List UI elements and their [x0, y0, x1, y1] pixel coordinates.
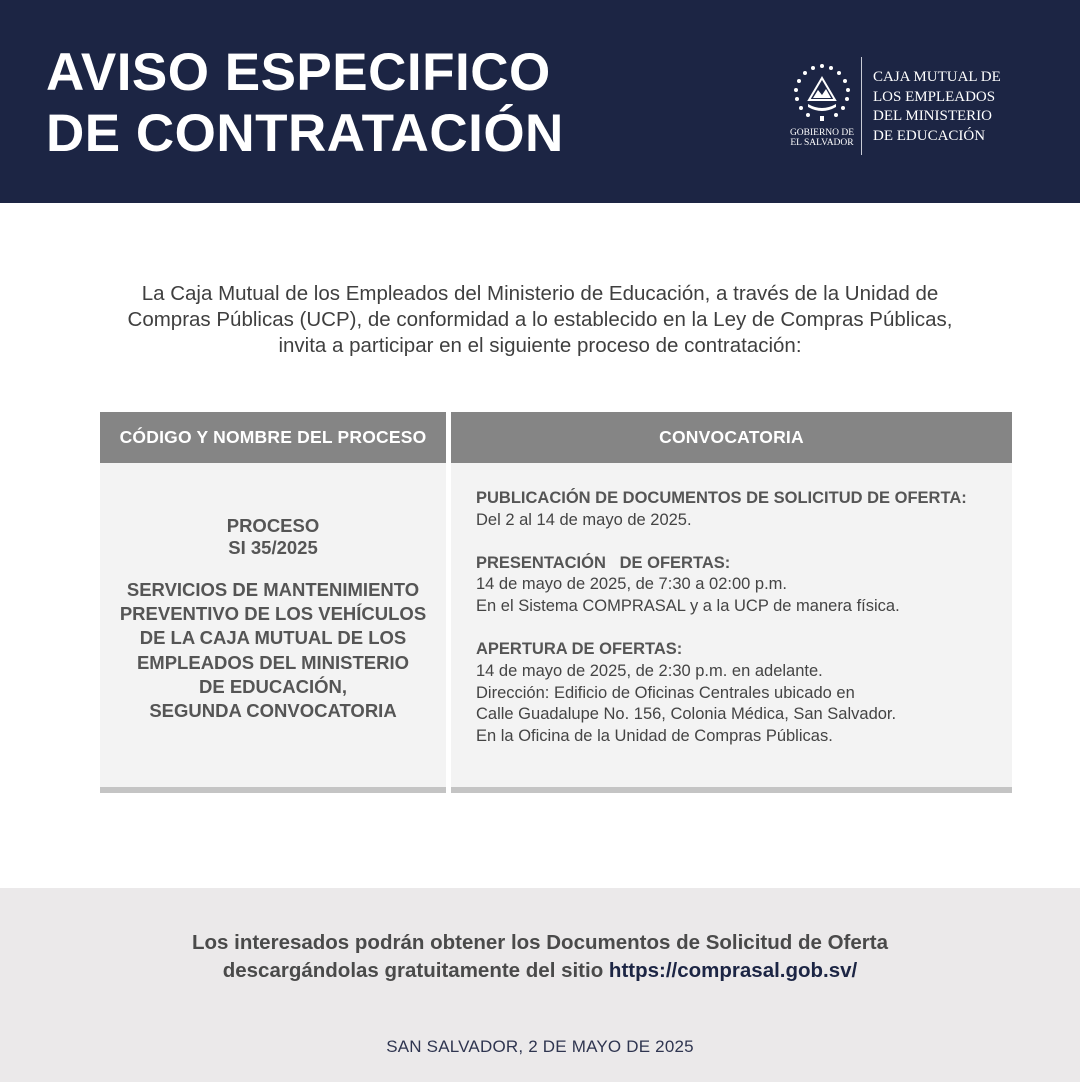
section-heading: PRESENTACIÓN DE OFERTAS: — [476, 553, 731, 572]
table-bottom-border-right — [451, 787, 1012, 793]
page-title — [46, 42, 564, 164]
process-cell — [100, 463, 446, 788]
footer-message — [0, 929, 1080, 985]
government-logo — [782, 62, 862, 156]
intro-paragraph — [60, 281, 1020, 359]
institution-line-4: DE EDUCACIÓN — [873, 127, 986, 144]
intro-line-2: Compras Públicas (UCP), de conformidad a lo establecido en la Ley de Compras Públicas, — [127, 308, 953, 331]
institution-line-2: LOS EMPLEADOS — [873, 88, 996, 105]
section-heading: PUBLICACIÓN DE DOCUMENTOS DE SOLICITUD DE OFERTA: — [476, 489, 967, 507]
footer-line-2-text: descargándolas gratuitamente del sitio — [222, 959, 609, 982]
process-desc-line: PREVENTIVO DE LOS VEHÍCULOS — [119, 603, 427, 625]
process-desc-line: EMPLEADOS DEL MINISTERIO — [136, 651, 410, 673]
gov-label-line-1: GOBIERNO DE — [789, 128, 855, 138]
process-desc-line: DE EDUCACIÓN, — [198, 675, 347, 697]
intro-line-1: La Caja Mutual de los Empleados del Ministerio de Educación, a través de la Unidad de — [141, 282, 939, 305]
table-header-process: CÓDIGO Y NOMBRE DEL PROCESO — [100, 412, 446, 463]
header-banner — [0, 0, 1080, 203]
footer-line-2 — [0, 957, 1080, 985]
process-id — [100, 515, 446, 559]
section-heading: APERTURA DE OFERTAS: — [476, 639, 683, 658]
section-line: Calle Guadalupe No. 156, Colonia Médica, San Salvador. — [476, 705, 897, 724]
footer-panel — [0, 888, 1080, 1082]
process-desc-line: DE LA CAJA MUTUAL DE LOS — [139, 627, 407, 649]
process-desc-line: SEGUNDA CONVOCATORIA — [149, 700, 397, 722]
title-line-1: AVISO ESPECIFICO — [46, 43, 551, 102]
section-line: En el Sistema COMPRASAL y a la UCP de manera física. — [476, 597, 900, 616]
institution-line-3: DEL MINISTERIO — [873, 108, 993, 124]
gov-label-line-2: EL SALVADOR — [790, 138, 854, 148]
process-label: PROCESO — [226, 515, 320, 536]
title-line-2: DE CONTRATACIÓN — [46, 104, 564, 163]
institution-name — [873, 68, 1001, 146]
process-code: SI 35/2025 — [228, 537, 318, 558]
government-label — [782, 128, 862, 148]
convocatoria-cell — [451, 463, 1012, 788]
convocatoria-section-publicacion — [476, 488, 1006, 532]
section-line: 14 de mayo de 2025, de 7:30 a 02:00 p.m. — [476, 575, 787, 594]
logo-divider — [861, 57, 862, 155]
publication-date: SAN SALVADOR, 2 DE MAYO DE 2025 — [386, 1037, 694, 1056]
intro-line-3: invita a participar en el siguiente proceso de contratación: — [278, 334, 802, 357]
convocatoria-section-apertura — [476, 639, 1006, 748]
table-bottom-border-left — [100, 787, 446, 793]
section-line: Dirección: Edificio de Oficinas Centrales ubicado en — [476, 683, 855, 702]
table-header-convocatoria: CONVOCATORIA — [451, 412, 1012, 463]
convocatoria-list — [476, 488, 1006, 769]
section-line: Del 2 al 14 de mayo de 2025. — [476, 510, 692, 529]
process-desc-line: SERVICIOS DE MANTENIMIENTO — [126, 579, 420, 600]
process-description — [100, 578, 446, 723]
comprasal-link[interactable]: https://comprasal.gob.sv/ — [608, 959, 858, 982]
coat-of-arms-icon — [791, 62, 853, 124]
institution-line-1: CAJA MUTUAL DE — [873, 69, 1001, 85]
section-line: 14 de mayo de 2025, de 2:30 p.m. en adelante. — [476, 661, 823, 680]
footer-line-1: Los interesados podrán obtener los Documentos de Solicitud de Oferta — [192, 931, 888, 954]
section-line: En la Oficina de la Unidad de Compras Públicas. — [476, 727, 833, 746]
convocatoria-section-presentacion — [476, 553, 1006, 618]
